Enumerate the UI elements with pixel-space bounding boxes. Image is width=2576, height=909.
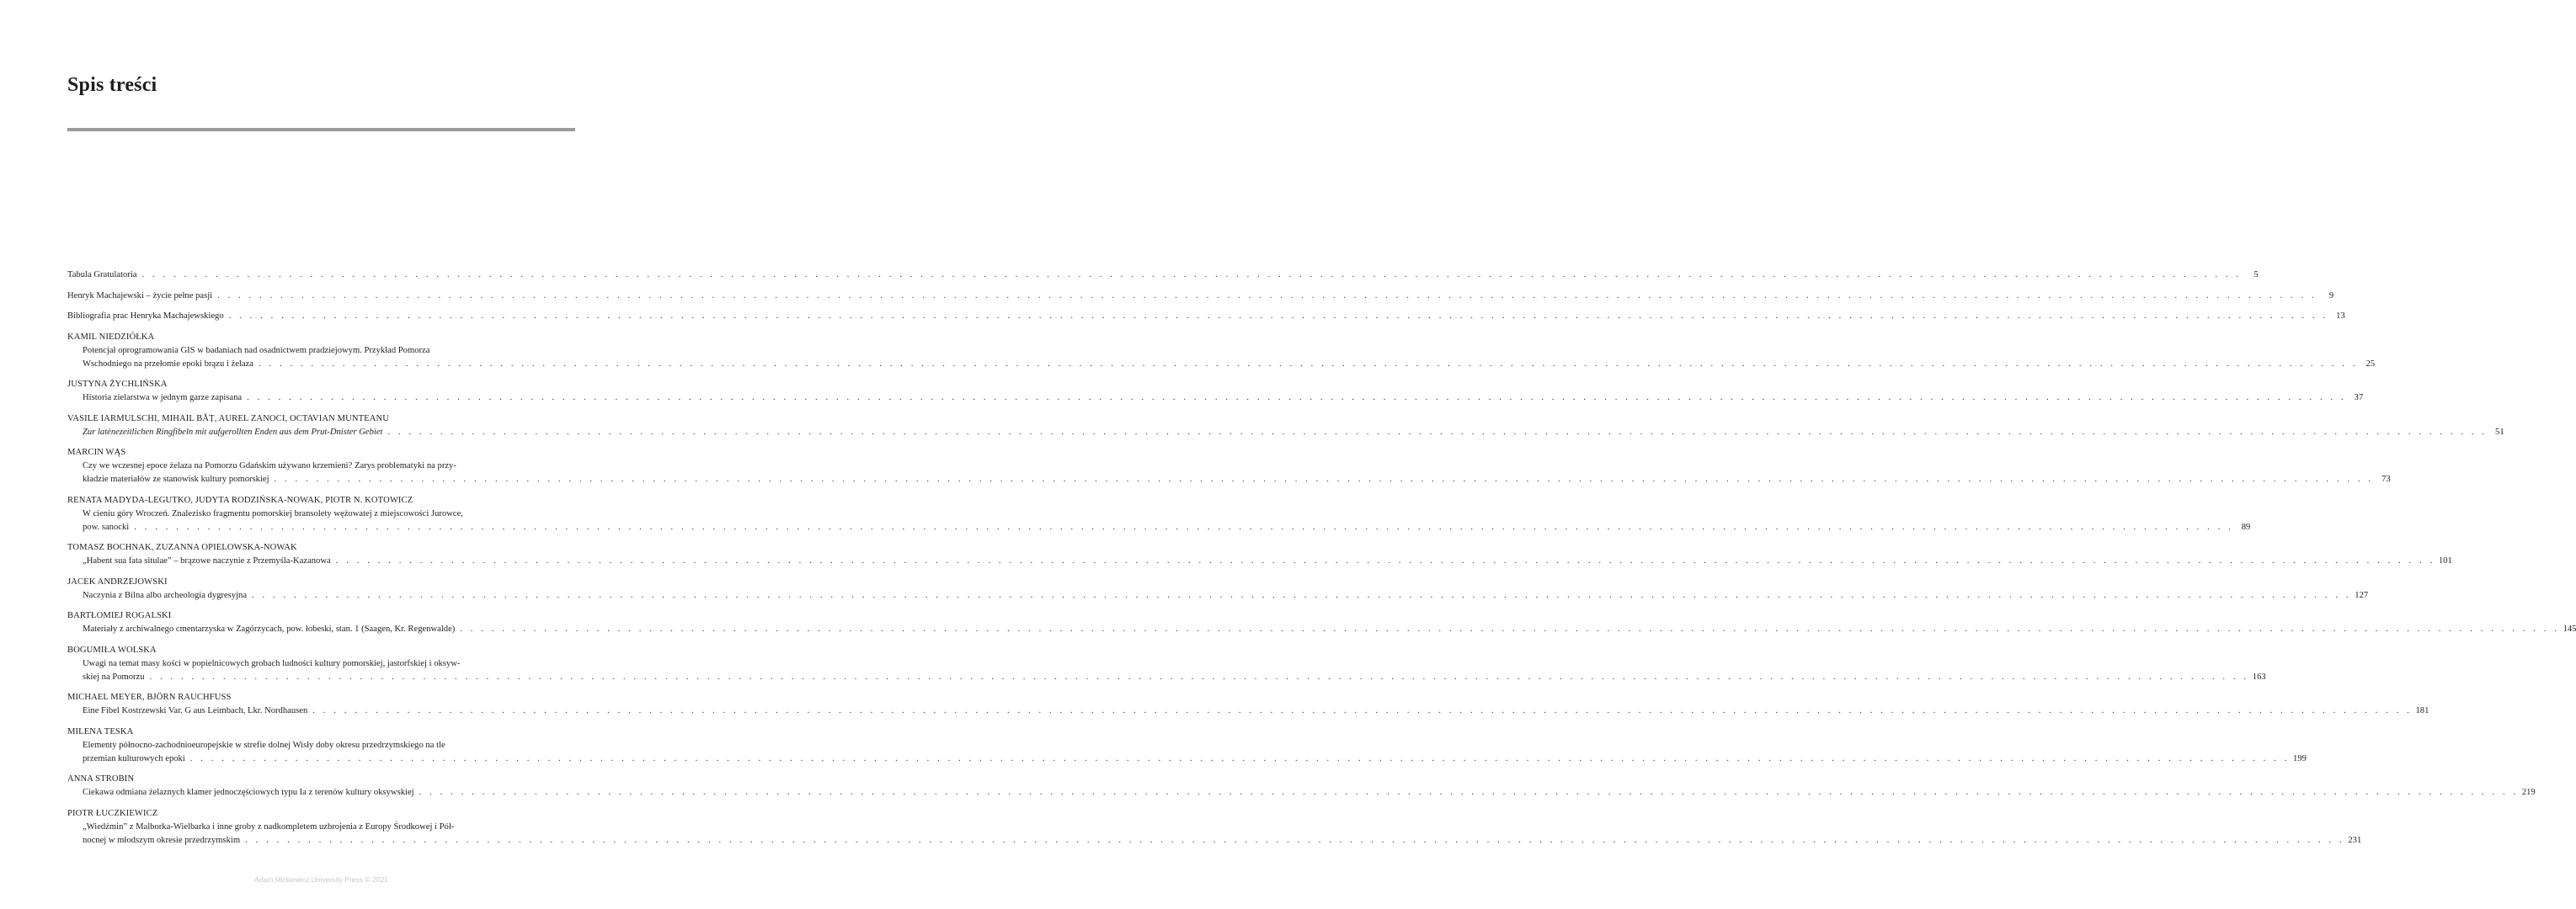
page-number: 127 [2355,590,2369,600]
page-number: 5 [2253,270,2259,279]
toc-entry[interactable] [67,290,2334,303]
toc-title-line [67,834,2362,848]
toc-entry[interactable] [67,268,2259,282]
article-authors: VASILE IARMULSCHI, MIHAIL BĂȚ, AUREL ZANOCI, OCTAVIAN MUNTEANU [67,413,390,423]
toc-article[interactable] [67,609,2576,636]
dot-leader: . . . . . . . . . . . . . . . . . . . . . . . . . . . . . . . . . . . . . . . . . . . . . . . . . . . . . . . . . . . . . . . . . . . . . . . . . . . . . . . . . . . . . . . . . . . . . . . . . . . . . . . . . . . . . . . . . . . . . . . . . . . . . . . . . . . . . . . . . . . . . . . . . . . . . . . . . . . . . . . . . . . . . . . . . . . . . . . . . . . . . . . . . . . . . . . . . . . . . . . . [228,311,2328,321]
toc-title-line [67,426,2504,439]
toc-title-text: skiej na Pomorzu [83,672,145,682]
toc-article[interactable] [67,331,2376,371]
toc-title-line-continued [67,657,576,671]
article-authors: TOMASZ BOCHNAK, ZUZANNA OPIELOWSKA-NOWAK [67,543,297,552]
dot-leader: . . . . . . . . . . . . . . . . . . . . . . . . . . . . . . . . . . . . . . . . . . . . . . . . . . . . . . . . . . . . . . . . . . . . . . . . . . . . . . . . . . . . . . . . . . . . . . . . . . . . . . . . . . . . . . . . . . . . . . . . . . . . . . . . . . . . . . . . . . . . . . . . . . . . . . . . . . . . . . . . . . . . . . . . . . . . . . . . . . . . . . . . . . . . . . . . . . . . . . . . [258,359,2359,369]
toc-title-text: nocnej w młodszym okresie przedrzymskim [83,835,241,845]
toc-article[interactable] [67,378,2364,405]
toc-title-line-continued [67,508,576,521]
article-authors: MICHAEL MEYER, BJÖRN RAUCHFUSS [67,693,232,702]
page-number: 231 [2348,835,2362,845]
page-number: 73 [2381,475,2391,484]
toc-article[interactable] [67,691,2429,718]
dot-leader: . . . . . . . . . . . . . . . . . . . . . . . . . . . . . . . . . . . . . . . . . . . . . . . . . . . . . . . . . . . . . . . . . . . . . . . . . . . . . . . . . . . . . . . . . . . . . . . . . . . . . . . . . . . . . . . . . . . . . . . . . . . . . . . . . . . . . . . . . . . . . . . . . . . . . . . . . . . . . . . . . . . . . . . . . . . . . . . . . . . . . . . . . . . . . . . . . . . . . . . . [247,393,2347,402]
toc-article[interactable] [67,807,2362,848]
page-number: 219 [2521,788,2536,797]
article-authors: BARTŁOMIEJ ROGALSKI [67,611,172,620]
article-authors: KAMIL NIEDZIÓŁKA [67,332,155,342]
toc-article[interactable] [67,541,2452,568]
toc-title-line [67,589,2369,603]
toc-title-text: przemian kulturowych epoki [83,753,185,763]
toc-article[interactable] [67,644,2266,684]
article-authors: PIOTR ŁUCZKIEWICZ [67,808,158,818]
dot-leader: . . . . . . . . . . . . . . . . . . . . . . . . . . . . . . . . . . . . . . . . . . . . . . . . . . . . . . . . . . . . . . . . . . . . . . . . . . . . . . . . . . . . . . . . . . . . . . . . . . . . . . . . . . . . . . . . . . . . . . . . . . . . . . . . . . . . . . . . . . . . . . . . . . . . . . . . . . . . . . . . . . . . . . . . . . . . . . . . . . . . . . . . . . . . . . . . . . . . . . . . [217,290,2317,300]
copyright-footer: Adam Mickiewicz University Press © 2021 [254,875,388,884]
toc-title-text: Henryk Machajewski – życie pełne pasji [67,290,213,300]
toc-article[interactable] [67,446,2391,486]
toc-title-text: Zur latènezeitlichen Ringfibeln mit aufgerollten Enden aus dem Prut-Dnister Gebiet [83,427,383,437]
toc-article[interactable] [67,576,2369,603]
toc-title-line [67,704,2429,718]
toc-title-line [67,671,2266,684]
dot-leader: . . . . . . . . . . . . . . . . . . . . . . . . . . . . . . . . . . . . . . . . . . . . . . . . . . . . . . . . . . . . . . . . . . . . . . . . . . . . . . . . . . . . . . . . . . . . . . . . . . . . . . . . . . . . . . . . . . . . . . . . . . . . . . . . . . . . . . . . . . . . . . . . . . . . . . . . . . . . . . . . . . . . . . . . . . . . . . . . . . . . . . . . . . . . . . . . . . . . . . . . [149,672,2249,682]
page-number: 181 [2415,706,2429,715]
toc-title-text: Eine Fibel Kostrzewski Var. G aus Leimbach, Lkr. Nordhausen [83,706,308,715]
title-rule [67,128,575,131]
toc-title-text: kładzie materiałów ze stanowisk kultury pomorskiej [83,475,269,484]
dot-leader: . . . . . . . . . . . . . . . . . . . . . . . . . . . . . . . . . . . . . . . . . . . . . . . . . . . . . . . . . . . . . . . . . . . . . . . . . . . . . . . . . . . . . . . . . . . . . . . . . . . . . . . . . . . . . . . . . . . . . . . . . . . . . . . . . . . . . . . . . . . . . . . . . . . . . . . . . . . . . . . . . . . . . . . . . . . . . . . . . . . . . . . . . . . . . . . . . . . . . . . . [134,522,2234,532]
toc-title-line [67,623,2576,636]
toc-title-line-continued [67,821,576,834]
toc-title-text: Materiały z archiwalnego cmentarzyska w Zagórzycach, pow. łobeski, stan. 1 (Saagen, Kr. Regenwalde) [83,625,456,634]
page-title: Spis treści [67,74,157,96]
dot-leader: . . . . . . . . . . . . . . . . . . . . . . . . . . . . . . . . . . . . . . . . . . . . . . . . . . . . . . . . . . . . . . . . . . . . . . . . . . . . . . . . . . . . . . . . . . . . . . . . . . . . . . . . . . . . . . . . . . . . . . . . . . . . . . . . . . . . . . . . . . . . . . . . . . . . . . . . . . . . . . . . . . . . . . . . . . . . . . . . . . . . . . . . . . . . . . . . . . . . . . . . [141,270,2242,279]
page-number: 145 [2563,625,2576,634]
toc-title-text: „Wiedźmin” z Malborka-Wielbarka i inne groby z nadkompletem uzbrojenia z Europy Środkowej i Pół- [83,821,455,832]
toc-title-text: Naczynia z Bilna albo archeologia dygresyjna [83,590,248,600]
dot-leader: . . . . . . . . . . . . . . . . . . . . . . . . . . . . . . . . . . . . . . . . . . . . . . . . . . . . . . . . . . . . . . . . . . . . . . . . . . . . . . . . . . . . . . . . . . . . . . . . . . . . . . . . . . . . . . . . . . . . . . . . . . . . . . . . . . . . . . . . . . . . . . . . . . . . . . . . . . . . . . . . . . . . . . . . . . . . . . . . . . . . . . . . . . . . . . . . . . . . . . . . [189,753,2290,763]
dot-leader: . . . . . . . . . . . . . . . . . . . . . . . . . . . . . . . . . . . . . . . . . . . . . . . . . . . . . . . . . . . . . . . . . . . . . . . . . . . . . . . . . . . . . . . . . . . . . . . . . . . . . . . . . . . . . . . . . . . . . . . . . . . . . . . . . . . . . . . . . . . . . . . . . . . . . . . . . . . . . . . . . . . . . . . . . . . . . . . . . . . . . . . . . . . . . . . . . . . . . . . . [252,590,2352,600]
toc-title-text: Potencjał oprogramowania GIS w badaniach nad osadnictwem pradziejowym. Przykład Pomorza [83,345,430,355]
toc-title-text: Historia zielarstwa w jednym garze zapisana [83,393,243,402]
toc-entry[interactable] [67,310,2345,323]
article-authors: JUSTYNA ŻYCHLIŃSKA [67,380,168,389]
toc-title-text: Elementy północno-zachodnioeuropejskie w strefie dolnej Wisły doby okresu przedrzymskiego na tle [83,740,445,750]
toc-title-text: Bibliografia prac Henryka Machajewskiego [67,311,224,321]
toc-title-text: „Habent sua fata situlae” – brązowe naczynie z Przemyśla-Kazanowa [83,556,331,566]
toc-title-line [67,391,2364,405]
dot-leader: . . . . . . . . . . . . . . . . . . . . . . . . . . . . . . . . . . . . . . . . . . . . . . . . . . . . . . . . . . . . . . . . . . . . . . . . . . . . . . . . . . . . . . . . . . . . . . . . . . . . . . . . . . . . . . . . . . . . . . . . . . . . . . . . . . . . . . . . . . . . . . . . . . . . . . . . . . . . . . . . . . . . . . . . . . . . . . . . . . . . . . . . . . . . . . . . . . . . . . . . [335,556,2435,566]
toc-title-line [67,358,2376,371]
dot-leader: . . . . . . . . . . . . . . . . . . . . . . . . . . . . . . . . . . . . . . . . . . . . . . . . . . . . . . . . . . . . . . . . . . . . . . . . . . . . . . . . . . . . . . . . . . . . . . . . . . . . . . . . . . . . . . . . . . . . . . . . . . . . . . . . . . . . . . . . . . . . . . . . . . . . . . . . . . . . . . . . . . . . . . . . . . . . . . . . . . . . . . . . . . . . . . . . . . . . . . . . [274,475,2374,484]
toc-title-text: Uwagi na temat masy kości w popielnicowych grobach ludności kultury pomorskiej, jastorfskiej i oksyw- [83,658,461,668]
toc-title-line [67,521,2251,534]
page-number: 199 [2293,753,2307,763]
toc-title-text: pow. sanocki [83,522,130,532]
toc-title-line [67,290,2334,303]
toc-title-line-continued [67,344,576,358]
toc-title-text: Czy we wczesnej epoce żelaza na Pomorzu Gdańskim używano krzemieni? Zarys problematyki na przy- [83,461,456,470]
article-authors: RENATA MADYDA-LEGUTKO, JUDYTA RODZIŃSKA-NOWAK, PIOTR N. KOTOWICZ [67,495,413,505]
dot-leader: . . . . . . . . . . . . . . . . . . . . . . . . . . . . . . . . . . . . . . . . . . . . . . . . . . . . . . . . . . . . . . . . . . . . . . . . . . . . . . . . . . . . . . . . . . . . . . . . . . . . . . . . . . . . . . . . . . . . . . . . . . . . . . . . . . . . . . . . . . . . . . . . . . . . . . . . . . . . . . . . . . . . . . . . . . . . . . . . . . . . . . . . . . . . . . . . . . . . . . . . [312,706,2413,715]
toc-title-line [67,752,2307,766]
page-number: 89 [2241,522,2251,532]
toc-title-line-continued [67,739,576,752]
article-authors: JACEK ANDRZEJOWSKI [67,577,168,587]
toc-title-text: Wschodniego na przełomie epoki brązu i żelaza [83,359,253,369]
toc-title-line [67,310,2345,323]
toc-title-line [67,268,2259,282]
article-authors: ANNA STROBIN [67,774,135,784]
page-number: 37 [2354,393,2364,402]
page-number: 101 [2438,556,2452,566]
page-number: 13 [2336,311,2345,321]
page-number: 25 [2365,359,2376,369]
toc-article[interactable] [67,412,2504,439]
toc-title-line-continued [67,460,576,473]
dot-leader: . . . . . . . . . . . . . . . . . . . . . . . . . . . . . . . . . . . . . . . . . . . . . . . . . . . . . . . . . . . . . . . . . . . . . . . . . . . . . . . . . . . . . . . . . . . . . . . . . . . . . . . . . . . . . . . . . . . . . . . . . . . . . . . . . . . . . . . . . . . . . . . . . . . . . . . . . . . . . . . . . . . . . . . . . . . . . . . . . . . . . . . . . . . . . . . . . . . . . . . . [245,835,2345,845]
toc-title-line [67,786,2536,800]
toc-article[interactable] [67,773,2536,800]
dot-leader: . . . . . . . . . . . . . . . . . . . . . . . . . . . . . . . . . . . . . . . . . . . . . . . . . . . . . . . . . . . . . . . . . . . . . . . . . . . . . . . . . . . . . . . . . . . . . . . . . . . . . . . . . . . . . . . . . . . . . . . . . . . . . . . . . . . . . . . . . . . . . . . . . . . . . . . . . . . . . . . . . . . . . . . . . . . . . . . . . . . . . . . . . . . . . . . . . . . . . . . . [387,427,2488,437]
toc-title-text: Tabula Gratulatoria [67,270,137,279]
toc-article[interactable] [67,494,2251,534]
toc-title-line [67,555,2452,568]
article-authors: MARCIN WĄS [67,448,126,457]
page-number: 163 [2252,672,2266,682]
page-number: 9 [2328,290,2334,300]
toc-title-text: W cieniu góry Wroczeń. Znalezisko fragmentu pomorskiej bransolety wężowatej z miejscowości Jurowce, [83,508,463,518]
page-number: 51 [2495,427,2504,437]
toc-title-text: Ciekawa odmiana żelaznych klamer jednoczęściowych typu Ia z terenów kultury oksywskiej [83,788,414,797]
article-authors: MILENA TESKA [67,726,134,736]
toc-title-line [67,473,2391,486]
toc-article[interactable] [67,726,2307,766]
table-of-contents [67,268,2576,854]
article-authors: BOGUMIŁA WOLSKA [67,645,157,655]
dot-leader: . . . . . . . . . . . . . . . . . . . . . . . . . . . . . . . . . . . . . . . . . . . . . . . . . . . . . . . . . . . . . . . . . . . . . . . . . . . . . . . . . . . . . . . . . . . . . . . . . . . . . . . . . . . . . . . . . . . . . . . . . . . . . . . . . . . . . . . . . . . . . . . . . . . . . . . . . . . . . . . . . . . . . . . . . . . . . . . . . . . . . . . . . . . . . . . . . . . . . . . . [419,788,2519,797]
dot-leader: . . . . . . . . . . . . . . . . . . . . . . . . . . . . . . . . . . . . . . . . . . . . . . . . . . . . . . . . . . . . . . . . . . . . . . . . . . . . . . . . . . . . . . . . . . . . . . . . . . . . . . . . . . . . . . . . . . . . . . . . . . . . . . . . . . . . . . . . . . . . . . . . . . . . . . . . . . . . . . . . . . . . . . . . . . . . . . . . . . . . . . . . . . . . . . . . . . . . . . . . [460,625,2560,634]
